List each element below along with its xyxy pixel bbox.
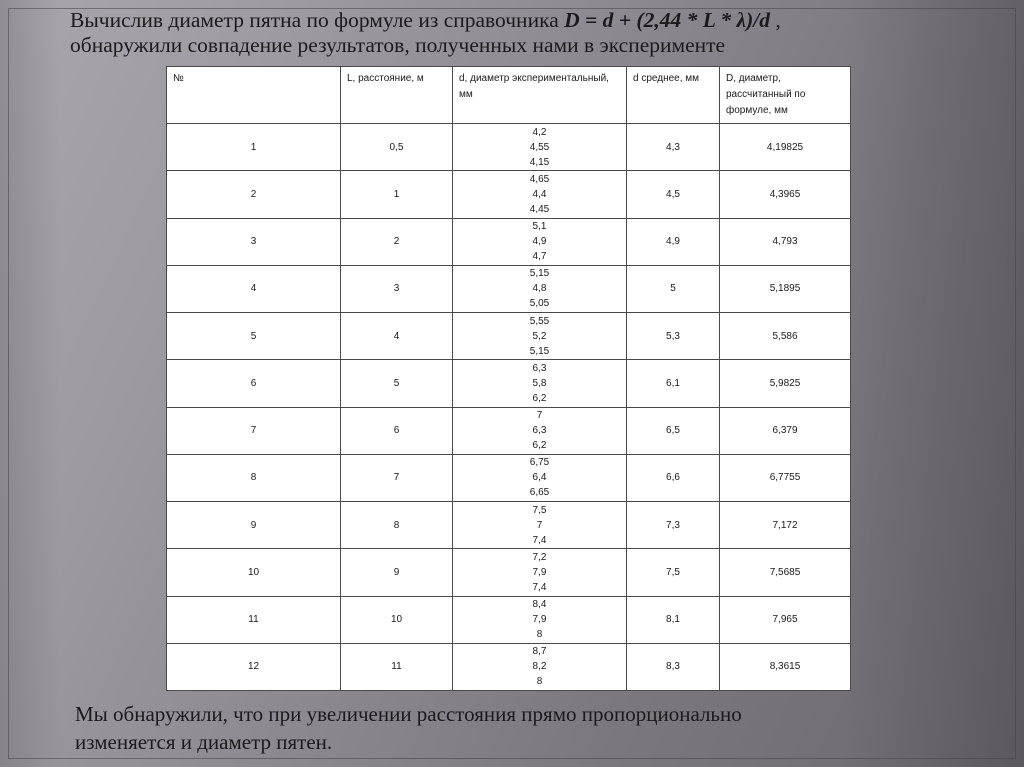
- conclusion-text: [75, 700, 955, 756]
- cell-diameter-measurements: [453, 502, 627, 549]
- cell-number: 11: [167, 596, 341, 643]
- measurement-value: 6,2: [532, 392, 547, 404]
- cell-diameter-measurements: [453, 643, 627, 690]
- cell-diameter-calculated: 7,5685: [720, 549, 851, 596]
- heading-line-1: [70, 8, 970, 33]
- cell-diameter-calculated: 5,9825: [720, 360, 851, 407]
- cell-number: 5: [167, 313, 341, 360]
- measurement-value: 7,5: [532, 504, 547, 516]
- measurement-value: 8: [536, 676, 543, 688]
- cell-diameter-average: 6,6: [627, 454, 720, 501]
- header-number: №: [167, 67, 341, 124]
- table-row: [167, 313, 851, 360]
- cell-number: 8: [167, 454, 341, 501]
- measurement-value: 8,4: [532, 599, 547, 611]
- table-row: [167, 171, 851, 218]
- measurement-value: 7,4: [532, 581, 547, 593]
- cell-distance: 2: [341, 218, 453, 265]
- cell-diameter-measurements: [453, 124, 627, 171]
- measurement-value: 7: [536, 519, 543, 531]
- measurement-value: 4,7: [532, 251, 547, 263]
- conclusion-line-2: изменяется и диаметр пятен.: [75, 730, 333, 754]
- cell-diameter-measurements: [453, 171, 627, 218]
- cell-diameter-measurements: [453, 313, 627, 360]
- cell-diameter-calculated: 8,3615: [720, 643, 851, 690]
- background-shade-left: [0, 0, 60, 767]
- measurement-value: 8,7: [532, 646, 547, 658]
- measurement-value: 6,65: [529, 487, 550, 499]
- table-row: [167, 407, 851, 454]
- measurement-value: 6,3: [532, 362, 547, 374]
- cell-number: 4: [167, 265, 341, 312]
- cell-diameter-calculated: 7,965: [720, 596, 851, 643]
- measurement-value: 5,55: [529, 315, 550, 327]
- background-shade-right: [844, 0, 1024, 767]
- cell-distance: 1: [341, 171, 453, 218]
- measurement-value: 6,4: [532, 472, 547, 484]
- cell-distance: 10: [341, 596, 453, 643]
- cell-diameter-average: 8,3: [627, 643, 720, 690]
- cell-diameter-calculated: 6,7755: [720, 454, 851, 501]
- cell-diameter-calculated: 6,379: [720, 407, 851, 454]
- measurement-value: 5,05: [529, 298, 550, 310]
- cell-number: 3: [167, 218, 341, 265]
- cell-distance: 4: [341, 313, 453, 360]
- cell-diameter-calculated: 4,3965: [720, 171, 851, 218]
- cell-distance: 3: [341, 265, 453, 312]
- measurement-value: 7,4: [532, 534, 547, 546]
- table-row: [167, 218, 851, 265]
- heading-tail: ,: [769, 8, 781, 32]
- cell-diameter-measurements: [453, 360, 627, 407]
- cell-diameter-calculated: 5,1895: [720, 265, 851, 312]
- cell-diameter-average: 5,3: [627, 313, 720, 360]
- table-row: [167, 124, 851, 171]
- cell-diameter-average: 6,5: [627, 407, 720, 454]
- cell-diameter-average: 7,5: [627, 549, 720, 596]
- cell-number: 2: [167, 171, 341, 218]
- measurement-value: 5,15: [529, 268, 550, 280]
- table-row: [167, 549, 851, 596]
- measurement-value: 5,2: [532, 330, 547, 342]
- cell-distance: 11: [341, 643, 453, 690]
- cell-number: 1: [167, 124, 341, 171]
- cell-diameter-calculated: 4,19825: [720, 124, 851, 171]
- measurement-value: 4,9: [532, 236, 547, 248]
- cell-diameter-measurements: [453, 407, 627, 454]
- measurement-value: 4,8: [532, 283, 547, 295]
- cell-diameter-average: 8,1: [627, 596, 720, 643]
- cell-diameter-calculated: 7,172: [720, 502, 851, 549]
- cell-diameter-measurements: [453, 265, 627, 312]
- table-row: [167, 596, 851, 643]
- measurement-value: 5,15: [529, 345, 550, 357]
- measurement-value: 8,2: [532, 661, 547, 673]
- cell-distance: 6: [341, 407, 453, 454]
- slide-heading: [70, 8, 970, 58]
- cell-diameter-average: 5: [627, 265, 720, 312]
- header-diameter-average: d среднее, мм: [627, 67, 720, 124]
- measurement-value: 7: [536, 410, 543, 422]
- header-diameter-experimental: d, диаметр экспериментальный, мм: [453, 67, 627, 124]
- cell-diameter-average: 4,9: [627, 218, 720, 265]
- cell-diameter-average: 4,5: [627, 171, 720, 218]
- measurement-value: 4,55: [529, 141, 550, 153]
- cell-diameter-calculated: 5,586: [720, 313, 851, 360]
- measurement-value: 4,45: [529, 203, 550, 215]
- results-table: [166, 66, 851, 691]
- measurement-value: 8: [536, 629, 543, 641]
- cell-distance: 9: [341, 549, 453, 596]
- measurement-value: 7,9: [532, 566, 547, 578]
- measurement-value: 7,2: [532, 551, 547, 563]
- measurement-value: 6,3: [532, 425, 547, 437]
- cell-number: 10: [167, 549, 341, 596]
- cell-diameter-average: 7,3: [627, 502, 720, 549]
- measurement-value: 7,9: [532, 614, 547, 626]
- cell-diameter-measurements: [453, 218, 627, 265]
- cell-distance: 0,5: [341, 124, 453, 171]
- measurement-value: 4,4: [532, 188, 547, 200]
- cell-number: 6: [167, 360, 341, 407]
- measurement-value: 5,8: [532, 377, 547, 389]
- cell-number: 12: [167, 643, 341, 690]
- heading-line-2: обнаружили совпадение результатов, полученных нами в эксперименте: [70, 33, 726, 57]
- cell-distance: 7: [341, 454, 453, 501]
- cell-diameter-average: 4,3: [627, 124, 720, 171]
- header-distance: L, расстояние, м: [341, 67, 453, 124]
- cell-diameter-measurements: [453, 454, 627, 501]
- table-row: [167, 265, 851, 312]
- measurement-value: 4,65: [529, 173, 550, 185]
- cell-distance: 5: [341, 360, 453, 407]
- cell-diameter-measurements: [453, 549, 627, 596]
- measurement-value: 5,1: [532, 221, 547, 233]
- heading-text: Вычислив диаметр пятна по формуле из справочника: [70, 8, 565, 32]
- table-row: [167, 502, 851, 549]
- table-row: [167, 643, 851, 690]
- table-body: [167, 124, 851, 691]
- cell-diameter-average: 6,1: [627, 360, 720, 407]
- cell-number: 7: [167, 407, 341, 454]
- measurement-value: 4,15: [529, 156, 550, 168]
- results-table-container: [166, 66, 850, 691]
- formula: D = d + (2,44 * L * λ)/d: [564, 8, 770, 32]
- cell-diameter-calculated: 4,793: [720, 218, 851, 265]
- measurement-value: 6,2: [532, 440, 547, 452]
- conclusion-line-1: Мы обнаружили, что при увеличении расстояния прямо пропорционально: [75, 702, 742, 726]
- measurement-value: 4,2: [532, 126, 547, 138]
- header-diameter-calculated: D, диаметр, рассчитанный по формуле, мм: [720, 67, 851, 124]
- table-header-row: [167, 67, 851, 124]
- cell-diameter-measurements: [453, 596, 627, 643]
- table-row: [167, 454, 851, 501]
- table-row: [167, 360, 851, 407]
- cell-distance: 8: [341, 502, 453, 549]
- cell-number: 9: [167, 502, 341, 549]
- measurement-value: 6,75: [529, 457, 550, 469]
